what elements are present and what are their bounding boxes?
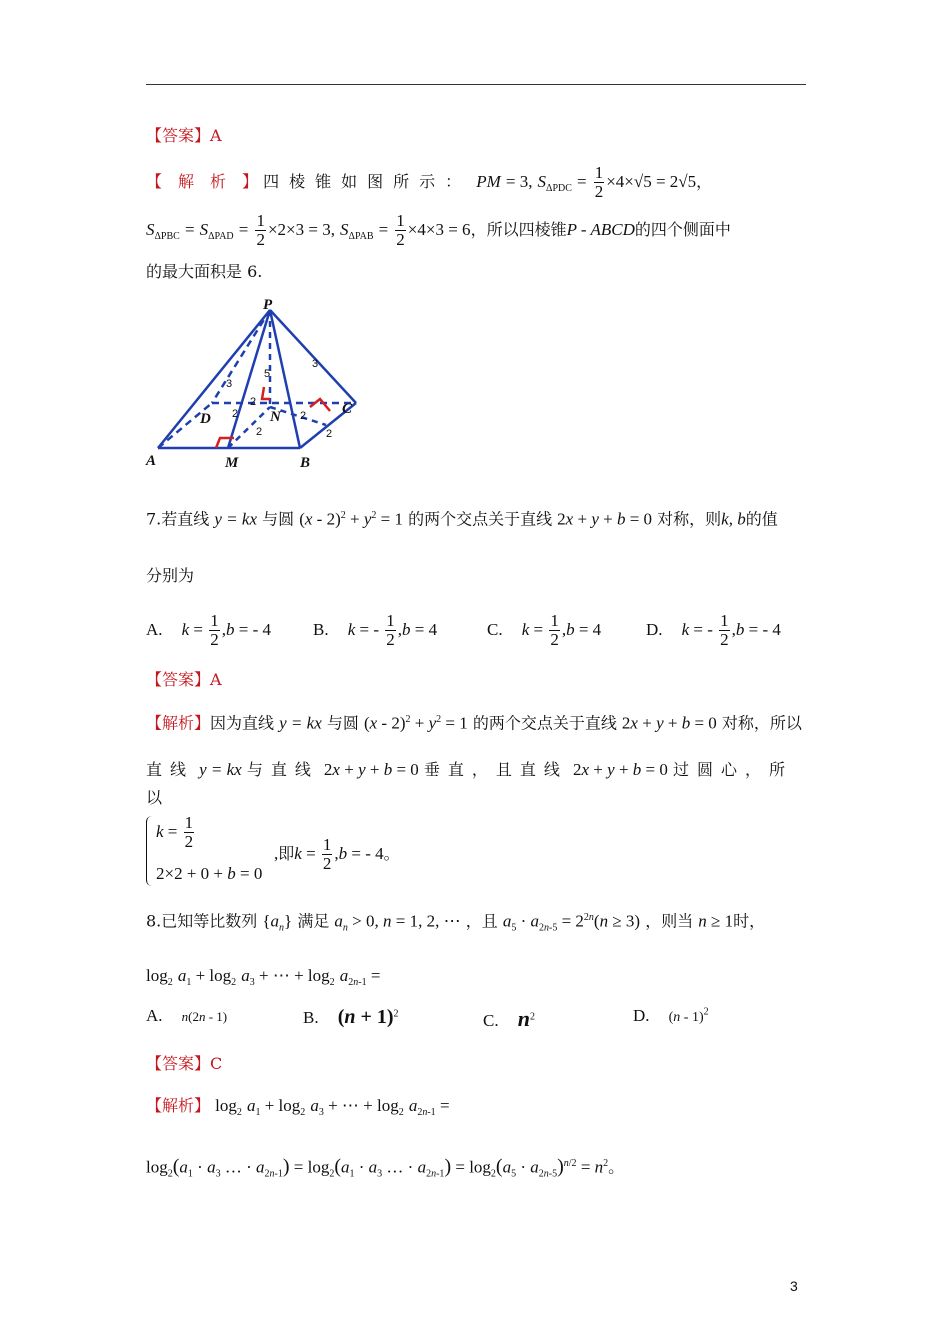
label-M: M xyxy=(225,455,239,471)
q8-expression: $\log_2 a_1 + \log_2 a_3$ + ⋯ + $\log_2 a_{2n-1}$ = xyxy=(146,966,381,989)
header-rule xyxy=(146,84,806,85)
q6-analysis-line1: 【 解 析 】 四棱锥如图所示： PM = 3, $S_{\Delta PDC}$ = $\frac{1}{2}$ ×4×√5 = 2√5， xyxy=(146,163,713,201)
q8-answer: 【答案】C xyxy=(146,1054,223,1073)
page-number: 3 xyxy=(790,1278,798,1294)
system-result: ,即k = $\frac{1}{2}$ ,b = - 4。 xyxy=(274,835,400,873)
label-B: B xyxy=(300,455,311,471)
q7-analysis-line1: 【解析】因为直线 y = kx 与圆 $(x - 2)^2 + y^2 = 1$ 的两个交点关于直线 2x + y + b = 0 对称，所以 xyxy=(146,713,802,733)
system-eq2: 2×2 + 0 + b = 0 xyxy=(156,864,263,883)
edge-label: 2 xyxy=(300,410,307,422)
q6-answer: 【答案】A xyxy=(146,126,222,145)
label-D: D xyxy=(200,411,211,427)
edge-label: 3 xyxy=(226,378,233,390)
q8-option-d: D. (n - 1)$^2$ xyxy=(633,1006,709,1025)
q7-answer: 【答案】A xyxy=(146,670,222,689)
label-C: C xyxy=(342,401,353,417)
q8-analysis-line1: 【解析】 $\log_2 a_1 + \log_2 a_3$ + ⋯ + $\log_2 a_{2n-1}$ = xyxy=(146,1096,450,1119)
q8-stem: 8.已知等比数列 $\{a_n\}$ 满足 $a_n > 0$, n = 1, 2, ⋯ ，且 $a_5 \cdot a_{2n-5} = 2^{2n}(n \ge 3)$ ，则当 n ≥ 1时， xyxy=(146,911,766,934)
q8-option-a: A. n(2n - 1) xyxy=(146,1006,228,1025)
q8-option-c: C. $n^2$ xyxy=(483,1006,535,1031)
edge-label: 5 xyxy=(264,368,271,380)
edge-label: 2 xyxy=(326,428,333,440)
pyramid-figure xyxy=(140,295,375,475)
q7-option-b: B. k = - $\frac{1}{2}$ ,b = 4 xyxy=(313,611,438,649)
edge-label: 2 xyxy=(256,426,263,438)
label-N: N xyxy=(270,409,281,425)
q7-analysis-line2: 直线 y = kx 与直线 2x + y + b = 0 垂直，且直线 2x + y + b = 0 过圆心，所以 xyxy=(146,760,793,807)
edge-label: 2 xyxy=(250,396,257,408)
q7-stem-line2: 分别为 xyxy=(146,566,195,585)
label-A: A xyxy=(146,453,157,469)
edge-label: 3 xyxy=(312,358,319,370)
q6-conclusion: 的最大面积是 6. xyxy=(146,262,263,281)
q6-analysis-line2: $S_{\Delta PBC} = S_{\Delta PAD}$ = $\frac{1}{2}$ ×2×3 = 3, $S_{\Delta PAB}$ = $\frac{1}{2}$ ×4×3 = 6，所以四棱锥P - ABCD的四个侧面中 xyxy=(146,211,731,249)
system-eq1: k = $\frac{1}{2}$ xyxy=(156,813,194,851)
edge-label: 2 xyxy=(232,408,239,420)
label-P: P xyxy=(263,297,273,313)
q8-analysis-line2: $\log_2(a_1 \cdot a_3$ … · $a_{2n-1}) = \log_2(a_1 \cdot a_3$ … · $a_{2n-1}) = \log_2(a_5 \cdot a_{2n-5})^{n/2} = n^2$。 xyxy=(146,1155,625,1180)
q7-stem: 7.若直线 y = kx 与圆 $(x - 2)^2 + y^2 = 1$ 的两个交点关于直线 2x + y + b = 0 对称，则k, b的值 xyxy=(146,509,778,529)
q7-option-d: D. k = - $\frac{1}{2}$ ,b = - 4 xyxy=(646,611,781,649)
q8-option-b: B. $(n + 1)^2$ xyxy=(303,1006,399,1028)
q7-option-c: C. k = $\frac{1}{2}$ ,b = 4 xyxy=(487,611,602,649)
q7-option-a: A. k = $\frac{1}{2}$ ,b = - 4 xyxy=(146,611,272,649)
